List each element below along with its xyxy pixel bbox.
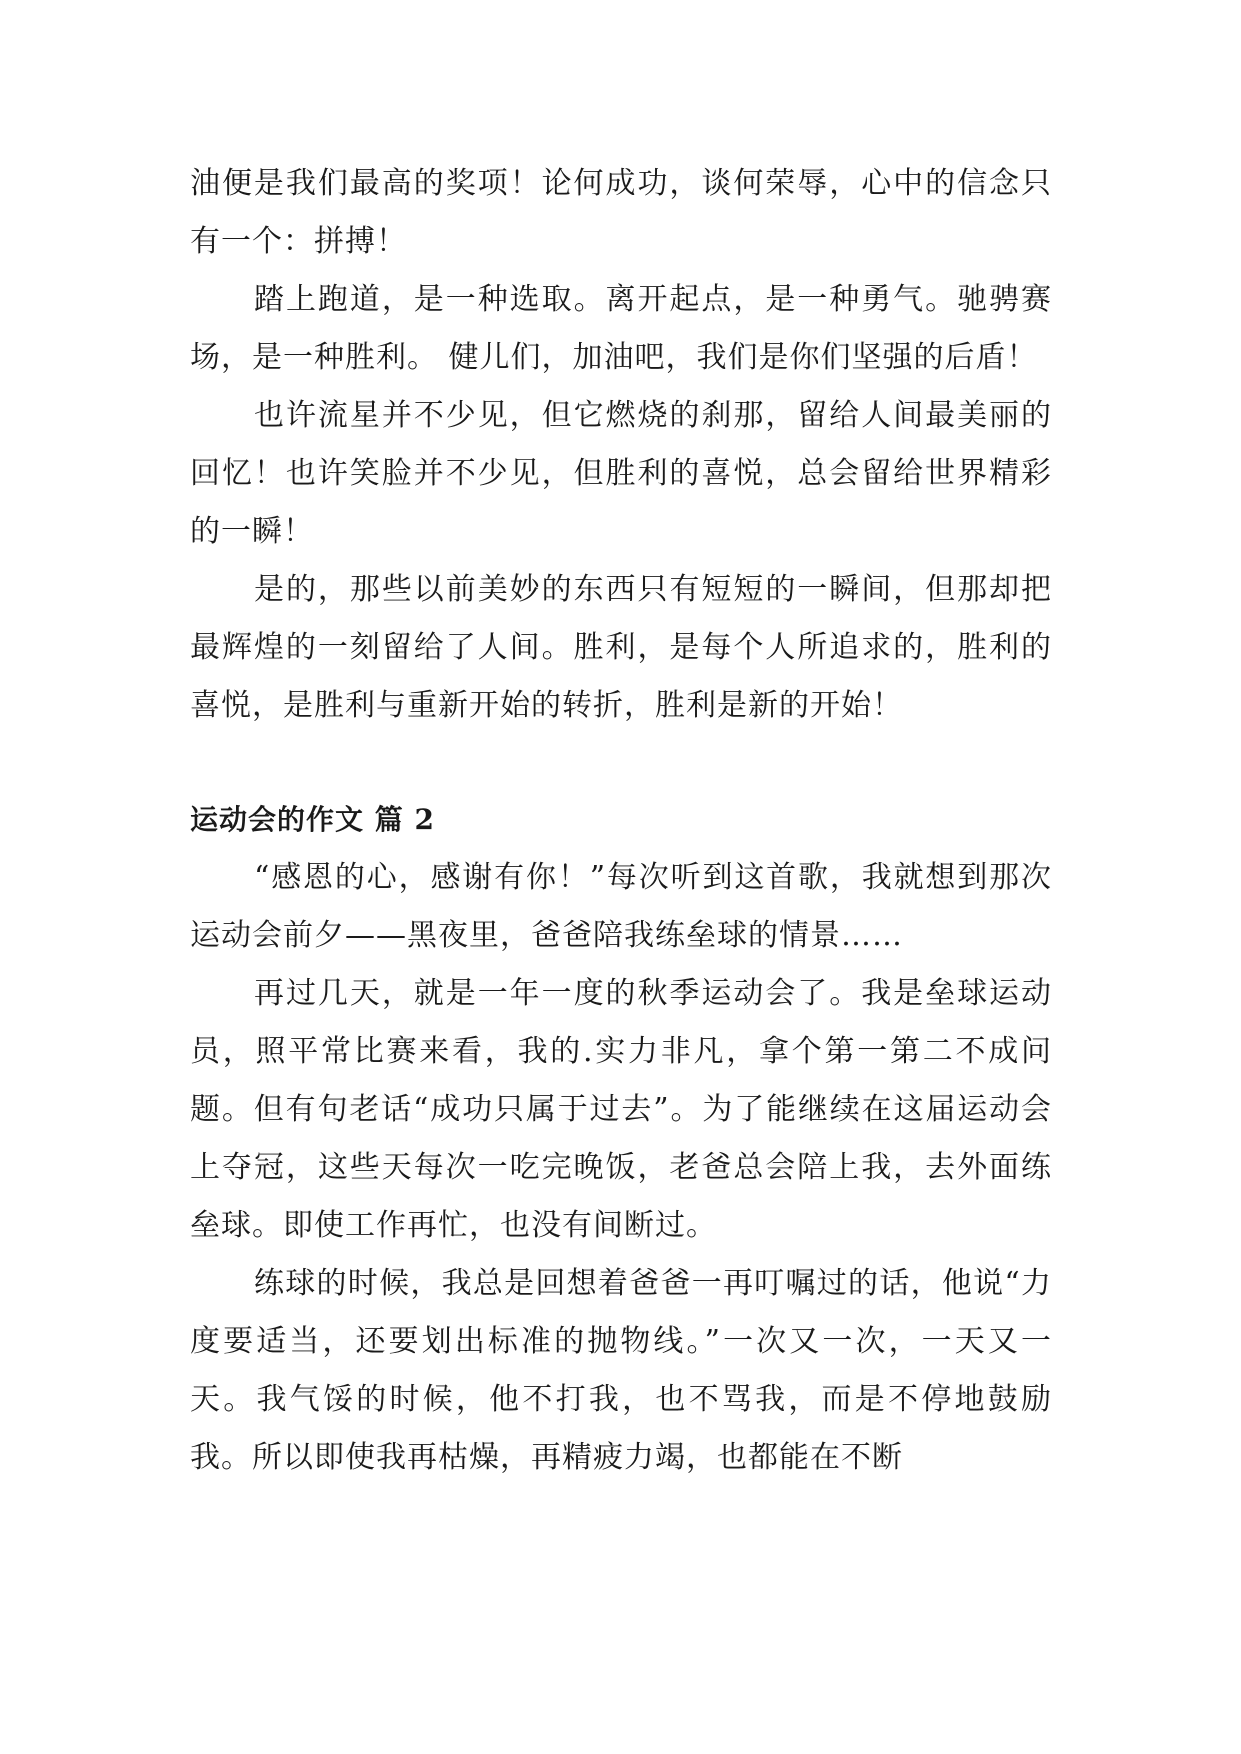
paragraph: 踏上跑道，是一种选取。离开起点，是一种勇气。驰骋赛场，是一种胜利。 健儿们，加油吧，我们是你们坚强的后盾！ — [190, 282, 1052, 375]
section-title: 运动会的作文 篇 2 — [190, 803, 435, 836]
paragraph: 再过几天，就是一年一度的秋季运动会了。我是垒球运动员，照平常比赛来看，我的.实力非凡，拿个第一第二不成问题。但有句老话“成功只属于过去”。为了能继续在这届运动会上夺冠，这些天每次一吃完晚饭，老爸总会陪上我，去外面练垒球。即使工作再忙，也没有间断过。 — [190, 976, 1052, 1243]
document-page — [190, 155, 1052, 1487]
paragraph-continued: 油便是我们最高的奖项！论何成功，谈何荣辱，心中的信念只有一个：拼搏！ — [190, 166, 1052, 259]
paragraph: 练球的时候，我总是回想着爸爸一再叮嘱过的话，他说“力度要适当，还要划出标准的抛物线。”一次又一次，一天又一天。我气馁的时候，他不打我，也不骂我，而是不停地鼓励我。所以即使我再枯燥，再精疲力竭，也都能在不断 — [190, 1266, 1052, 1475]
paragraph: “感恩的心，感谢有你！”每次听到这首歌，我就想到那次运动会前夕——黑夜里，爸爸陪我练垒球的情景…… — [190, 860, 1052, 953]
paragraph: 也许流星并不少见，但它燃烧的刹那，留给人间最美丽的回忆！也许笑脸并不少见，但胜利的喜悦，总会留给世界精彩的一瞬！ — [190, 398, 1052, 549]
paragraph: 是的，那些以前美妙的东西只有短短的一瞬间，但那却把最辉煌的一刻留给了人间。胜利，是每个人所追求的，胜利的喜悦，是胜利与重新开始的转折，胜利是新的开始！ — [190, 572, 1052, 723]
